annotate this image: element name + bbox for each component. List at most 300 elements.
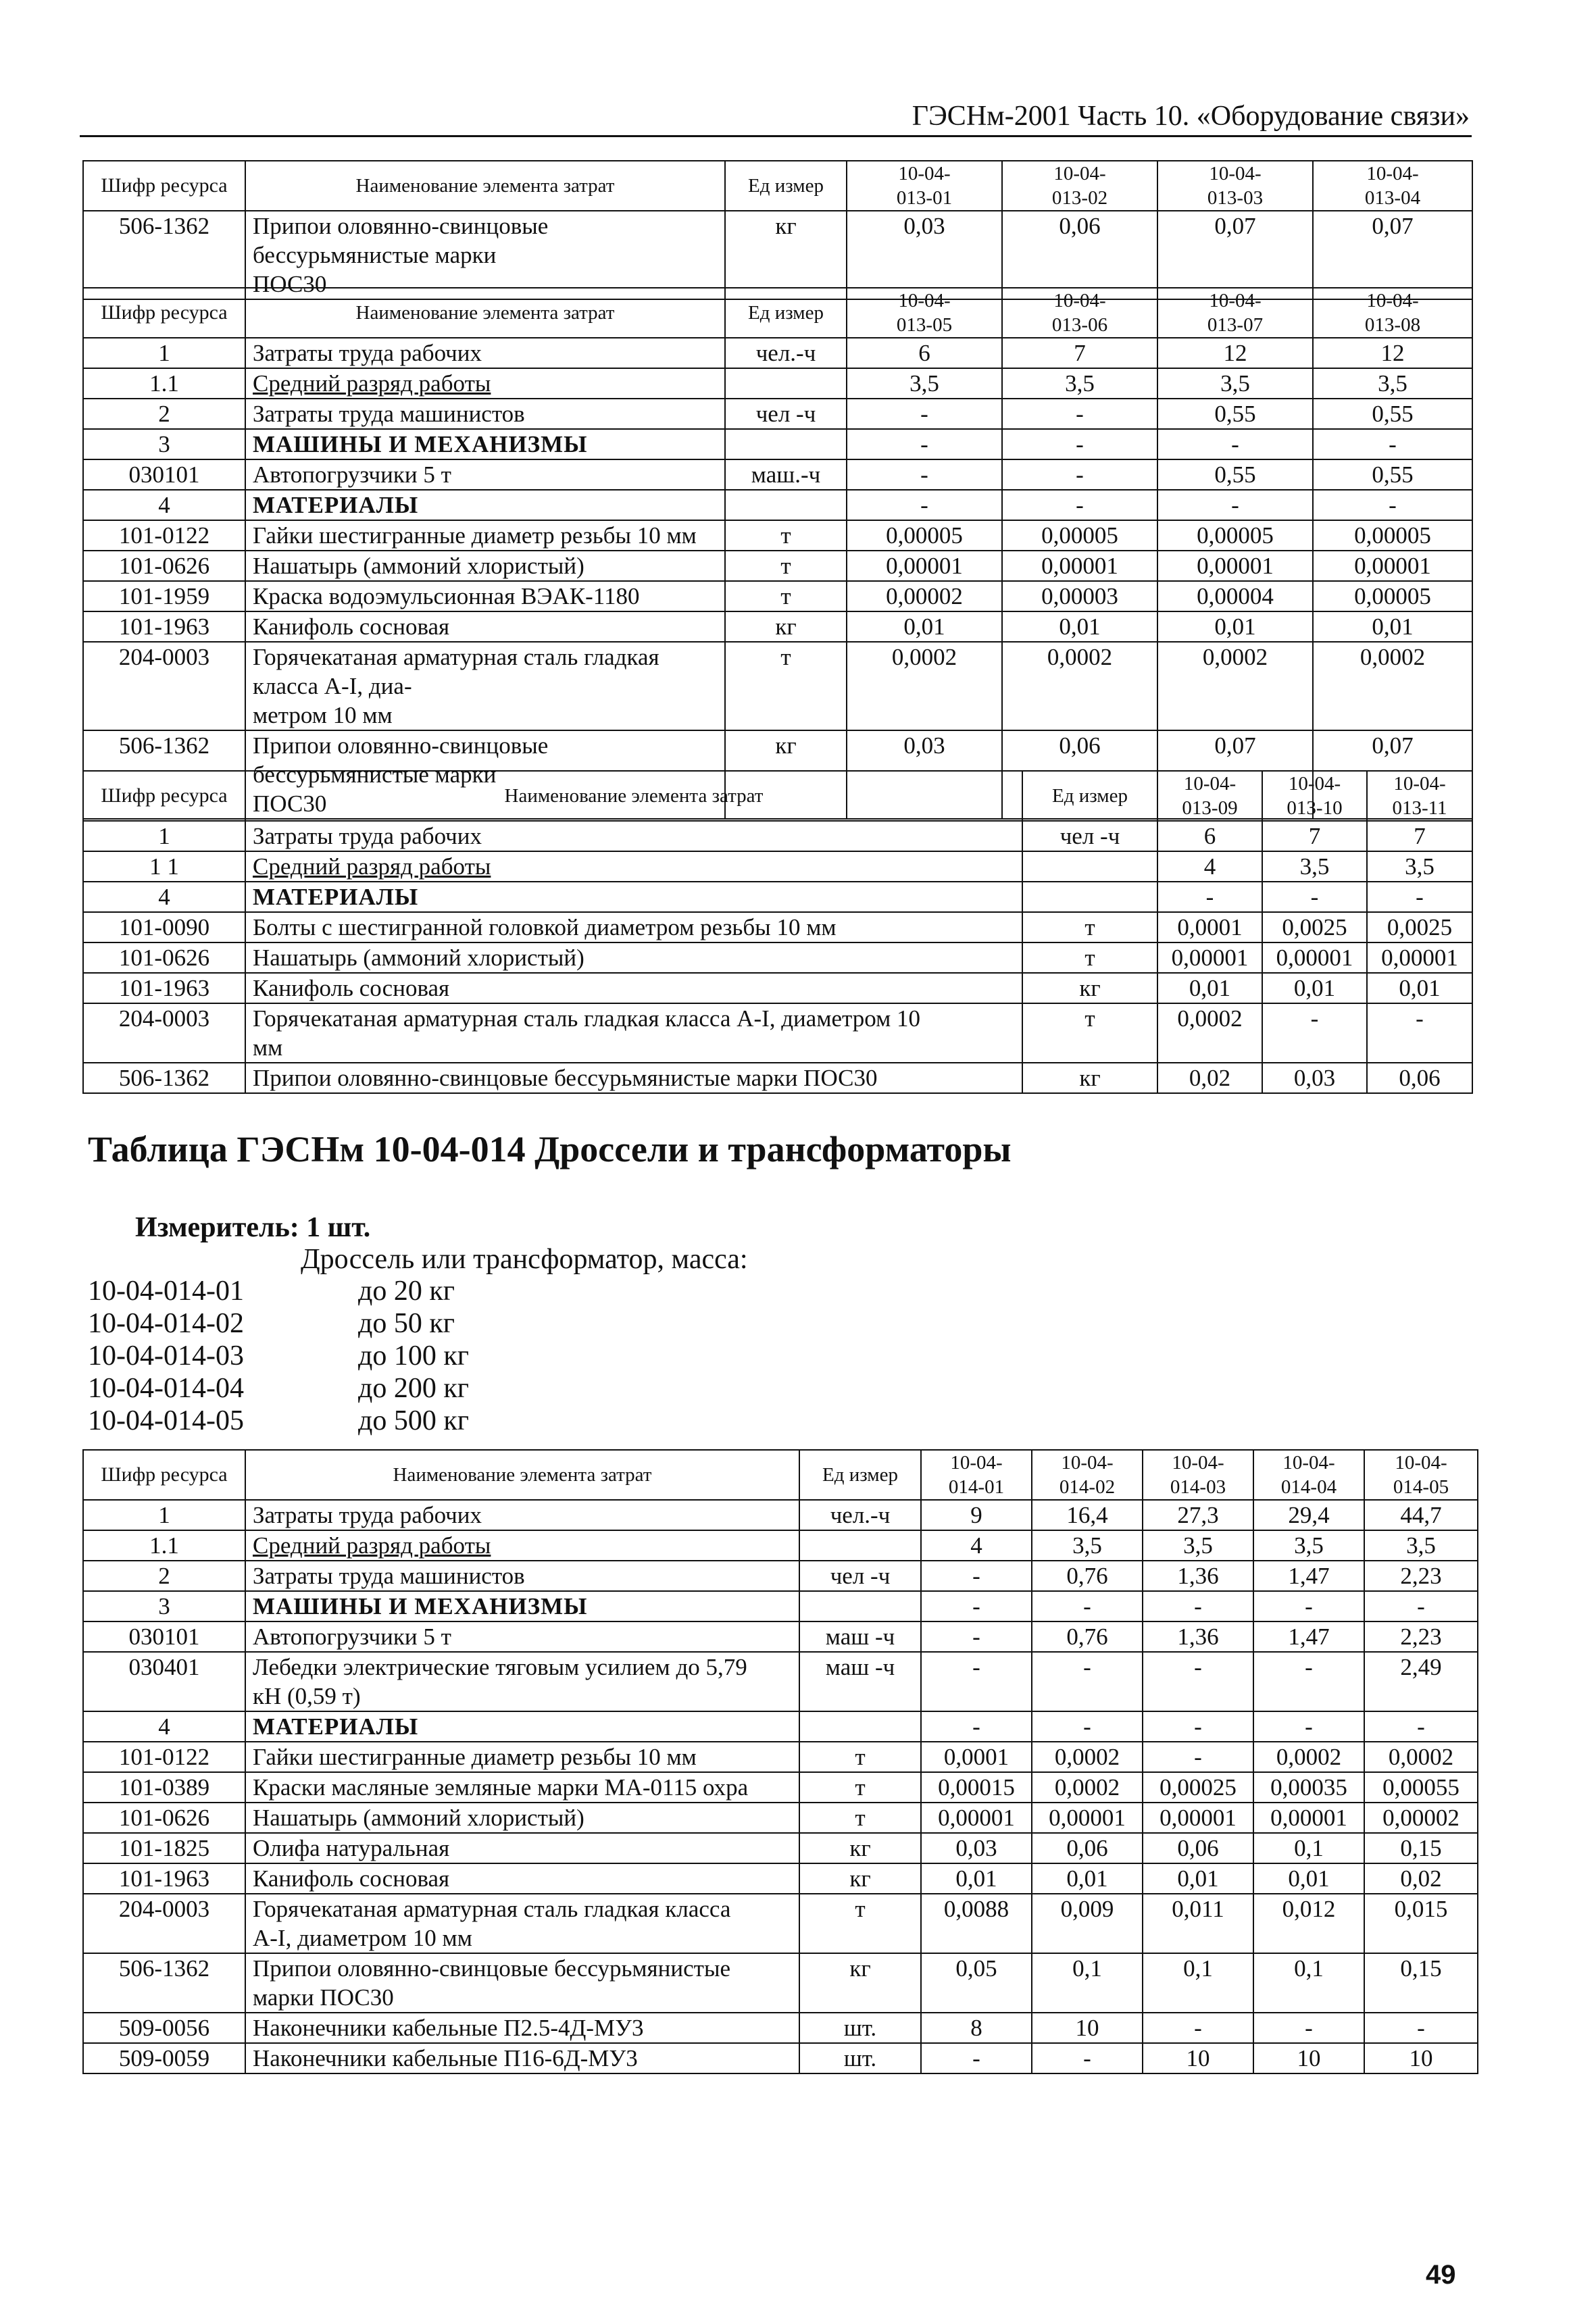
header-norm-code-line: 013-04 [1364,187,1421,209]
norm-value: 0,00004 [1157,581,1313,611]
resource-code: 101-0626 [83,942,245,973]
resource-name [245,642,725,730]
norm-value: - [1032,1652,1143,1711]
table-row [83,821,1472,851]
norm-value: 7 [1002,338,1157,368]
resource-code: 101-0122 [83,520,245,551]
resource-name [245,1561,799,1591]
norm-value: 1,47 [1253,1561,1364,1591]
norm-value: 4 [1157,851,1262,882]
norm-value: 0,00001 [1157,551,1313,581]
norm-value: 0,00005 [1313,581,1472,611]
header-norm-code-line: 10-04- [1282,1452,1335,1474]
norm-value: 0,01 [1002,611,1157,642]
norm-value: 3,5 [1367,851,1472,882]
norm-value: - [1002,459,1157,490]
table-row [83,1863,1478,1894]
norm-value: 0,07 [1313,730,1472,819]
resource-code: 506-1362 [83,1063,245,1093]
norm-value: 0,009 [1032,1894,1143,1953]
resource-unit: т [1022,912,1157,942]
table-row [83,851,1472,882]
norm-value: 0,55 [1157,399,1313,429]
norm-value: - [1002,429,1157,459]
resource-name [245,1063,1022,1093]
resource-unit: чел.-ч [725,338,847,368]
variant-row [88,1307,469,1340]
table-row [83,551,1472,581]
resource-table-014 [82,1449,1478,2074]
norm-value: 10 [1364,2043,1478,2073]
header-norm-code-line: 014-04 [1280,1476,1337,1498]
table-row [83,1003,1472,1063]
norm-value: 0,00003 [1002,581,1157,611]
norm-value: 27,3 [1143,1500,1253,1530]
resource-unit: кг [725,611,847,642]
norm-value: 0,06 [1143,1833,1253,1863]
resource-name-line: А-I, диаметром 10 мм [253,1925,472,1951]
resource-unit: кг [1022,973,1157,1003]
norm-value: 0,02 [1157,1063,1262,1093]
resource-name [245,338,725,368]
norm-value: 10 [1032,2013,1143,2043]
norm-value: 0,01 [1253,1863,1364,1894]
resource-name [245,973,1022,1003]
norm-value: 0,0002 [1253,1742,1364,1772]
header-unit: Ед измер [1022,771,1157,821]
table-row [83,642,1472,730]
header-norm-code [1313,161,1472,211]
header-norm-code-line: 013-02 [1051,187,1108,209]
header-norm-code-line: 013-08 [1364,314,1421,336]
resource-name-line: Затраты труда рабочих [253,340,482,366]
resource-name-line: Затраты труда машинистов [253,401,525,427]
header-norm-code-line: 10-04- [1209,163,1262,184]
norm-value: 0,00001 [921,1803,1032,1833]
norm-value: 0,1 [1143,1953,1253,2013]
resource-unit [725,429,847,459]
resource-name-line: Нашатырь (аммоний хлористый) [253,945,584,971]
variant-value: до 100 кг [358,1340,470,1372]
resource-name-line: Горячекатаная арматурная сталь гладкая класса А-I, диа- [253,644,659,699]
norm-value: 0,0025 [1367,912,1472,942]
table-row [83,1803,1478,1833]
header-norm-code-line: 014-01 [948,1476,1005,1498]
norm-value: - [847,429,1002,459]
header-norm-code-line: 10-04- [1061,1452,1114,1474]
table-row [83,1591,1478,1621]
resource-name [245,1711,799,1742]
header-norm-code-line: 10-04- [898,163,951,184]
norm-value: 2,23 [1364,1561,1478,1591]
resource-code: 1.1 [83,1530,245,1561]
resource-name-line: Канифоль сосновая [253,613,450,640]
norm-value: 0,00001 [1157,942,1262,973]
resource-table-013-01-04 [82,160,1473,300]
resource-code: 101-0626 [83,551,245,581]
resource-unit: т [799,1894,921,1953]
resource-name-line: Средний разряд работы [253,853,491,880]
resource-unit [725,368,847,399]
resource-name-line: кН (0,59 т) [253,1683,361,1709]
norm-value: 10 [1253,2043,1364,2073]
norm-value: 0,0002 [1364,1742,1478,1772]
norm-value: - [1253,2013,1364,2043]
table-row [83,520,1472,551]
resource-name [245,1833,799,1863]
norm-value: 0,0002 [1002,642,1157,730]
norm-value: 0,06 [1002,730,1157,819]
norm-value: - [921,1591,1032,1621]
norm-value: 0,15 [1364,1833,1478,1863]
norm-value: 0,012 [1253,1894,1364,1953]
norm-value: 0,0001 [921,1742,1032,1772]
resource-code: 506-1362 [83,211,245,299]
resource-name-line: Гайки шестигранные диаметр резьбы 10 мм [253,1744,697,1770]
header-name: Наименование элемента затрат [245,771,1022,821]
norm-value: - [921,1621,1032,1652]
resource-code: 030101 [83,1621,245,1652]
norm-value: 0,76 [1032,1621,1143,1652]
resource-unit: т [1022,1003,1157,1063]
norm-value: - [1002,490,1157,520]
resource-unit: кг [799,1953,921,2013]
resource-name-line: Средний разряд работы [253,1532,491,1559]
resource-code: 101-0626 [83,1803,245,1833]
resource-name [245,1591,799,1621]
header-norm-code-line: 013-06 [1051,314,1108,336]
resource-table-013-05-08 [82,287,1473,820]
variant-code: 10-04-014-05 [88,1405,244,1436]
table-row [83,368,1472,399]
table-row [83,1652,1478,1711]
table-row [83,2043,1478,2073]
norm-value: 0,05 [921,1953,1032,2013]
resource-name [245,1863,799,1894]
header-norm-code-line: 10-04- [898,290,951,311]
header-norm-code [921,1450,1032,1500]
header-code: Шифр ресурса [83,771,245,821]
norm-value: 0,00001 [1253,1803,1364,1833]
norm-value: - [1367,882,1472,912]
header-norm-code [847,161,1002,211]
header-rule [80,135,1472,137]
header-norm-code [1157,771,1262,821]
norm-value: 44,7 [1364,1500,1478,1530]
resource-code: 506-1362 [83,730,245,819]
norm-value: 3,5 [1253,1530,1364,1561]
resource-name-line: Припои оловянно-свинцовые бессурьмянистые марки [253,732,549,788]
norm-value: 12 [1157,338,1313,368]
norm-value: 0,03 [921,1833,1032,1863]
resource-unit: шт. [799,2043,921,2073]
table-header-row [83,1450,1478,1500]
resource-table-013-09-11 [82,770,1473,1094]
norm-value: - [1253,1652,1364,1711]
resource-unit: т [725,551,847,581]
resource-unit: т [725,520,847,551]
resource-unit: кг [725,211,847,299]
norm-value: - [1253,1591,1364,1621]
resource-code: 1 1 [83,851,245,882]
variant-value: до 50 кг [358,1308,455,1339]
resource-code: 101-0090 [83,912,245,942]
resource-name-line: Краска водоэмульсионная ВЭАК-1180 [253,583,640,609]
header-norm-code [1364,1450,1478,1500]
resource-name [245,912,1022,942]
page-number: 49 [1426,2260,1456,2290]
header-norm-code-line: 10-04- [1053,290,1106,311]
table-row [83,1561,1478,1591]
resource-unit: чел -ч [1022,821,1157,851]
norm-value: - [1032,1591,1143,1621]
resource-code: 3 [83,1591,245,1621]
norm-value: 0,01 [921,1863,1032,1894]
resource-code: 1.1 [83,368,245,399]
norm-value: 0,00001 [1002,551,1157,581]
resource-name [245,490,725,520]
header-norm-code [1002,288,1157,338]
norm-value: - [1313,490,1472,520]
resource-unit [1022,851,1157,882]
resource-name-line: МАТЕРИАЛЫ [253,492,419,518]
resource-unit: кг [725,730,847,819]
resource-unit: маш -ч [799,1621,921,1652]
header-unit: Ед измер [725,161,847,211]
resource-name [245,551,725,581]
resource-unit: т [799,1772,921,1803]
header-name: Наименование элемента затрат [245,161,725,211]
norm-value: 0,03 [1262,1063,1367,1093]
norm-value: - [1143,1591,1253,1621]
norm-value: 0,01 [1157,611,1313,642]
resource-name [245,429,725,459]
norm-value: - [1313,429,1472,459]
measure-unit: Измеритель: 1 шт. [135,1212,371,1243]
resource-name-line: Болты с шестигранной головкой диаметром резьбы 10 мм [253,914,837,940]
norm-value: 0,015 [1364,1894,1478,1953]
norm-value: 0,0025 [1262,912,1367,942]
header-norm-code-line: 10-04- [1209,290,1262,311]
norm-value: 0,0002 [1157,1003,1262,1063]
resource-name-line: ПОС30 [253,271,327,297]
header-norm-code [1262,771,1367,821]
table-row [83,1772,1478,1803]
resource-code: 204-0003 [83,1894,245,1953]
resource-name [245,882,1022,912]
resource-code: 4 [83,1711,245,1742]
resource-code: 101-1963 [83,973,245,1003]
resource-unit: кг [1022,1063,1157,1093]
resource-code: 030101 [83,459,245,490]
header-name: Наименование элемента затрат [245,288,725,338]
resource-code: 101-1963 [83,1863,245,1894]
norm-value: 0,03 [847,211,1002,299]
norm-value: 6 [847,338,1002,368]
variant-code: 10-04-014-03 [88,1340,244,1372]
norm-value: 0,00001 [1262,942,1367,973]
header-norm-code-line: 10-04- [1366,290,1419,311]
resource-name [245,1803,799,1833]
resource-unit: маш.-ч [725,459,847,490]
resource-name-line: Гайки шестигранные диаметр резьбы 10 мм [253,522,697,549]
norm-value: 0,00025 [1143,1772,1253,1803]
norm-value: 0,0002 [1313,642,1472,730]
table-row [83,1500,1478,1530]
resource-unit: чел.-ч [799,1500,921,1530]
norm-value: 0,00035 [1253,1772,1364,1803]
variant-code: 10-04-014-02 [88,1308,244,1339]
norm-value: 2,23 [1364,1621,1478,1652]
header-norm-code [1253,1450,1364,1500]
resource-unit [799,1530,921,1561]
norm-value: 0,06 [1367,1063,1472,1093]
header-norm-code [1157,288,1313,338]
header-norm-code [1313,288,1472,338]
norm-value: 0,1 [1253,1953,1364,2013]
resource-name [245,368,725,399]
resource-name-line: Краски масляные земляные марки МА-0115 охра [253,1774,749,1801]
header-code: Шифр ресурса [83,1450,245,1500]
norm-value: 16,4 [1032,1500,1143,1530]
table-row [83,429,1472,459]
norm-value: - [1253,1711,1364,1742]
resource-unit: т [799,1803,921,1833]
resource-name [245,1621,799,1652]
norm-value: - [1032,2043,1143,2073]
norm-value: 0,15 [1364,1953,1478,2013]
resource-name [245,942,1022,973]
resource-name-line: Горячекатаная арматурная сталь гладкая класса [253,1896,731,1922]
resource-unit [799,1711,921,1742]
resource-name-line: ПОС30 [253,790,327,817]
resource-code: 4 [83,882,245,912]
norm-value: - [921,1561,1032,1591]
resource-code: 101-1963 [83,611,245,642]
norm-value: 10 [1143,2043,1253,2073]
resource-name-line: Горячекатаная арматурная сталь гладкая класса А-I, диаметром 10 [253,1005,920,1032]
norm-value: - [1262,882,1367,912]
norm-value: - [1157,429,1313,459]
norm-value: 29,4 [1253,1500,1364,1530]
table-row [83,581,1472,611]
norm-value: 3,5 [1364,1530,1478,1561]
norm-value: - [921,1652,1032,1711]
norm-value: 0,00002 [1364,1803,1478,1833]
norm-value: - [1143,1652,1253,1711]
norm-value: 0,1 [1253,1833,1364,1863]
resource-name-line: Лебедки электрические тяговым усилием до 5,79 [253,1654,747,1680]
resource-name [245,1652,799,1711]
norm-value: 0,07 [1157,211,1313,299]
table-row [83,912,1472,942]
header-norm-code-line: 10-04- [1053,163,1106,184]
norm-value: 0,0088 [921,1894,1032,1953]
resource-code: 1 [83,821,245,851]
resource-name [245,211,725,299]
norm-value: 0,02 [1364,1863,1478,1894]
norm-value: 1,47 [1253,1621,1364,1652]
resource-unit: кг [799,1833,921,1863]
header-norm-code-line: 10-04- [1183,773,1237,795]
norm-value: - [921,1711,1032,1742]
norm-value: 0,01 [1143,1863,1253,1894]
norm-value: - [1143,1711,1253,1742]
header-norm-code-line: 013-05 [896,314,953,336]
variants-subtitle: Дроссель или трансформатор, масса: [301,1244,748,1275]
resource-unit [725,490,847,520]
norm-value: - [847,459,1002,490]
resource-unit: шт. [799,2013,921,2043]
header-norm-code [1367,771,1472,821]
header-norm-code-line: 013-03 [1207,187,1264,209]
table-row [83,211,1472,299]
variant-list [88,1275,469,1437]
table-row [83,1742,1478,1772]
resource-code: 101-1959 [83,581,245,611]
norm-value: 0,0002 [1032,1742,1143,1772]
header-code: Шифр ресурса [83,161,245,211]
resource-name-line: МАТЕРИАЛЫ [253,884,419,910]
norm-value: 9 [921,1500,1032,1530]
resource-name-line: Затраты труда рабочих [253,823,482,849]
norm-value: 0,00002 [847,581,1002,611]
resource-code: 3 [83,429,245,459]
header-unit: Ед измер [725,288,847,338]
resource-name-line: Нашатырь (аммоний хлористый) [253,1805,584,1831]
resource-name [245,1530,799,1561]
resource-name-line: Припои оловянно-свинцовые бессурьмянистые [253,1955,730,1982]
norm-value: 7 [1367,821,1472,851]
resource-name-line: Автопогрузчики 5 т [253,1624,451,1650]
resource-unit [799,1591,921,1621]
norm-value: 0,01 [1367,973,1472,1003]
header-norm-code [1002,161,1157,211]
resource-code: 030401 [83,1652,245,1711]
header-norm-code-line: 10-04- [1172,1452,1224,1474]
resource-name [245,459,725,490]
resource-name-line: метром 10 мм [253,702,393,728]
resource-name [245,581,725,611]
header-norm-code [1032,1450,1143,1500]
resource-name [245,1500,799,1530]
norm-value: 0,01 [1157,973,1262,1003]
resource-code: 101-0122 [83,1742,245,1772]
norm-value: 0,0001 [1157,912,1262,942]
norm-value: 0,55 [1313,399,1472,429]
header-norm-code-line: 013-07 [1207,314,1264,336]
variant-row [88,1372,469,1405]
resource-name-line: Припои оловянно-свинцовые бессурьмянистые марки ПОС30 [253,1065,878,1091]
section-title: Таблица ГЭСНм 10-04-014 Дроссели и трансформаторы [88,1129,1012,1169]
norm-value: 0,07 [1157,730,1313,819]
resource-name-line: Наконечники кабельные П16-6Д-МУ3 [253,2045,638,2071]
resource-unit: маш -ч [799,1652,921,1711]
header-norm-code-line: 013-01 [896,187,953,209]
norm-value: 0,00005 [847,520,1002,551]
norm-value: 0,00001 [1032,1803,1143,1833]
norm-value: 0,00005 [1002,520,1157,551]
table-row [83,1530,1478,1561]
resource-name [245,611,725,642]
table-row [83,1063,1472,1093]
header-norm-code-line: 10-04- [950,1452,1003,1474]
norm-value: - [1262,1003,1367,1063]
header-code: Шифр ресурса [83,288,245,338]
resource-code: 2 [83,1561,245,1591]
norm-value: - [1032,1711,1143,1742]
header-norm-code-line: 014-02 [1059,1476,1116,1498]
